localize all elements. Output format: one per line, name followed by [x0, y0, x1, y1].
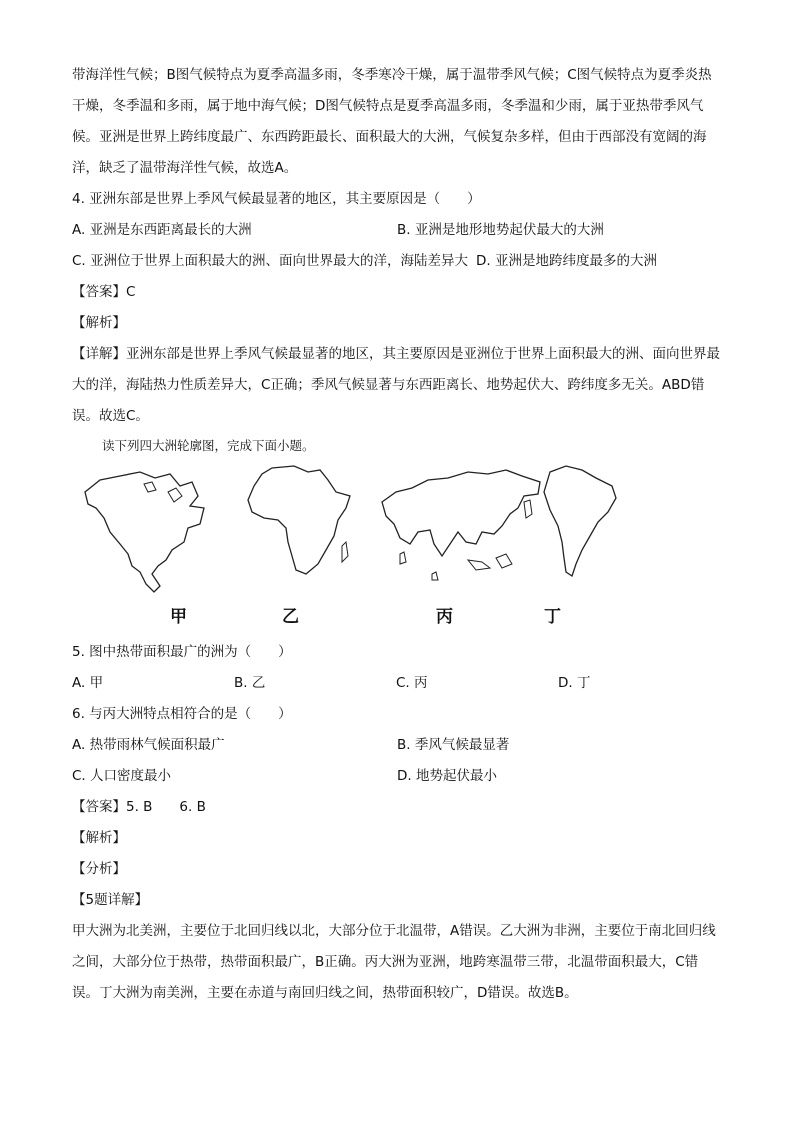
continent-outline-figure	[72, 462, 722, 637]
q5-detail-label: 【5题详解】	[72, 892, 149, 908]
q5-option-d: D. 丁	[558, 675, 591, 691]
q6-options-row-2	[72, 761, 722, 792]
q4-answer: 【答案】C	[72, 284, 136, 300]
map-label-ding: 丁	[544, 607, 561, 627]
q6-option-b: B. 季风气候最显著	[397, 737, 510, 753]
q4-stem: 4. 亚洲东部是世界上季风气候最显著的地区，其主要原因是（ ）	[72, 191, 481, 207]
asia-map	[372, 462, 552, 592]
q6-option-a: A. 热带雨林气候面积最广	[72, 737, 225, 753]
q4-option-b: B. 亚洲是地形地势起伏最大的大洲	[397, 222, 604, 238]
map-label-yi: 乙	[282, 607, 299, 627]
paragraph-climate-explanation: 带海洋性气候；B图气候特点为夏季高温多雨，冬季寒冷干燥，属于温带季风气候；C图气候特点为夏季炎热干燥，冬季温和多雨，属于地中海气候；D图气候特点是夏季高温多雨，冬季温和少雨，属于亚热带季风气候。亚洲是世界上跨纬度最广、东西跨距最长、面积最大的大洲，气候复杂多样，但由于西部没有宽阔的海洋，缺乏了温带海洋性气候，故选A。	[72, 67, 712, 176]
q4-detail: 【详解】亚洲东部是世界上季风气候最显著的地区，其主要原因是亚洲位于世界上面积最大的洲、面向世界最大的洋，海陆热力性质差异大，C正确；季风气候显著与东西距离长、地势起伏大、跨纬度多无关。ABD错误。故选C。	[72, 346, 720, 424]
q5-detail: 甲大洲为北美洲，主要位于北回归线以北，大部分位于北温带，A错误。乙大洲为非洲，主要位于南北回归线之间，大部分位于热带，热带面积最广，B正确。丙大洲为亚洲，地跨寒温带三带，北温带面积最大，C错误。丁大洲为南美洲，主要在赤道与南回归线之间，热带面积较广，D错误。故选B。	[72, 923, 716, 1001]
q4-options-row-1	[72, 215, 722, 246]
map-label-jia: 甲	[170, 607, 187, 627]
q4-analysis-label: 【解析】	[72, 315, 126, 331]
q6-stem: 6. 与丙大洲特点相符合的是（ ）	[72, 706, 292, 722]
africa-map	[242, 462, 362, 582]
q4-options-row-2	[72, 246, 722, 277]
q6-option-c: C. 人口密度最小	[72, 768, 172, 784]
q5-stem: 5. 图中热带面积最广的洲为（ ）	[72, 644, 292, 660]
fenxi-label: 【分析】	[72, 861, 126, 877]
answers-5-6: 【答案】5. B 6. B	[72, 799, 206, 815]
analysis-label: 【解析】	[72, 830, 126, 846]
q4-option-c: C. 亚洲位于世界上面积最大的洲、面向世界最大的洋，海陆差异大	[72, 253, 469, 269]
q5-options	[72, 668, 722, 699]
south-america-map	[538, 462, 628, 582]
document-page	[72, 60, 722, 1009]
figure-caption: 读下列四大洲轮廓图，完成下面小题。	[102, 438, 315, 453]
q6-option-d: D. 地势起伏最小	[397, 768, 497, 784]
q5-option-a: A. 甲	[72, 675, 104, 691]
q6-options-row-1	[72, 730, 722, 761]
q4-option-d: D. 亚洲是地跨纬度最多的大洲	[476, 253, 657, 269]
map-label-bing: 丙	[436, 607, 453, 627]
q5-option-b: B. 乙	[234, 675, 266, 691]
north-america-map	[80, 462, 220, 597]
q4-option-a: A. 亚洲是东西距离最长的大洲	[72, 222, 252, 238]
q5-option-c: C. 丙	[396, 675, 428, 691]
